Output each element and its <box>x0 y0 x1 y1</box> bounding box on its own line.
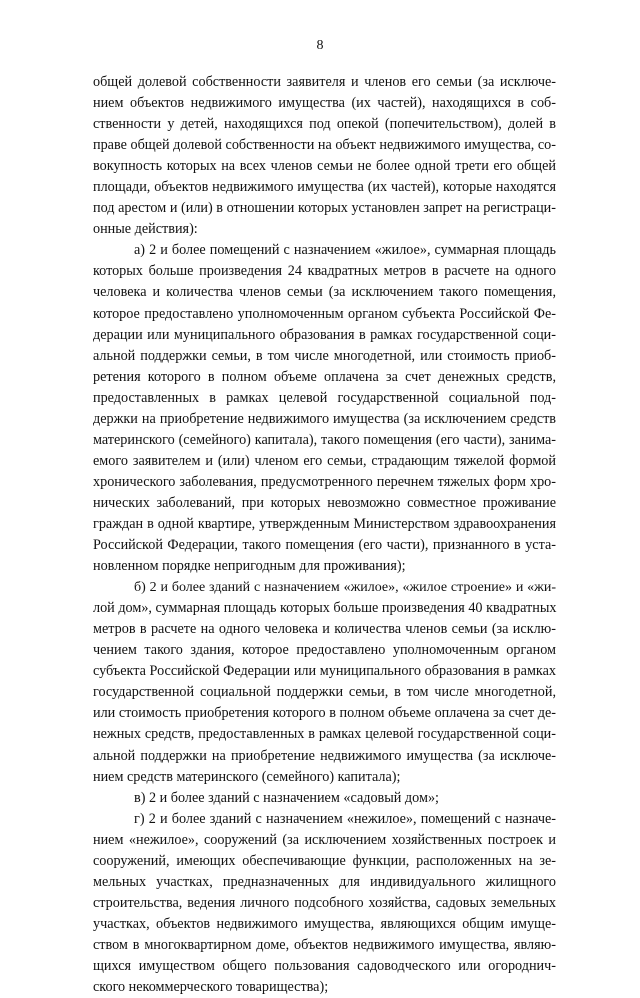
text-line: щихся имуществом общего пользования садоводческого или огороднич- <box>93 957 556 974</box>
text-line: под арестом и (или) в отношении которых установлен запрет на регистраци- <box>93 200 556 217</box>
text-line: чением такого здания, которое предоставлено уполномоченным органом <box>93 642 556 659</box>
text-line: ством в многоквартирном доме, объектов недвижимого имущества, являю- <box>93 936 556 953</box>
text-line: граждан в одной квартире, утвержденным Министерством здравоохранения <box>93 515 556 532</box>
text-line: участках, объектов недвижимого имущества, являющихся общим имуще- <box>93 915 556 932</box>
text-line: ского некоммерческого товарищества); <box>93 979 329 996</box>
text-line: нием «нежилое», сооружений (за исключением хозяйственных построек и <box>93 831 556 848</box>
text-line: б) 2 и более зданий с назначением «жилое», «жилое строение» и «жи- <box>134 580 556 596</box>
text-line: онные действия): <box>93 221 198 238</box>
text-line: новленном порядке непригодным для проживания); <box>93 558 406 575</box>
text-line: ретения которого в полном объеме оплачена за счет денежных средств, <box>93 368 556 385</box>
text-line: праве общей долевой собственности на объект недвижимого имущества, со- <box>93 137 556 154</box>
text-line: а) 2 и более помещений с назначением «жилое», суммарная площадь <box>134 242 556 259</box>
document-body-text <box>93 72 556 998</box>
text-line: ственности у детей, находящихся под опекой (попечительством), долей в <box>93 116 556 133</box>
text-line: мельных участках, предназначенных для индивидуального жилищного <box>93 873 556 890</box>
text-line: лой дом», суммарная площадь которых больше произведения 40 квадратных <box>93 600 557 617</box>
text-line: хронического заболевания, предусмотренного перечнем тяжелых форм хро- <box>93 473 556 490</box>
text-line: держки на приобретение недвижимого имущества (за исключением средств <box>93 410 556 427</box>
text-line: нием объектов недвижимого имущества (их частей), находящихся в соб- <box>93 95 556 112</box>
page-number: 8 <box>316 38 324 53</box>
text-line: или стоимость приобретения которого в полном объеме оплачена за счет де- <box>93 705 556 722</box>
text-line: нических заболеваний, при которых невозможно совместное проживание <box>93 494 556 511</box>
text-line: предоставленных в рамках целевой государственной социальной под- <box>93 389 556 406</box>
text-line: альной поддержки на приобретение недвижимого имущества (за исключе- <box>93 747 556 764</box>
text-line: Российской Федерации, такого помещения (его части), признанного в уста- <box>93 537 556 554</box>
text-line: человека и количества членов семьи (за исключением такого помещения, <box>93 284 556 301</box>
text-line: строительства, ведения личного подсобного хозяйства, садовых земельных <box>93 894 556 911</box>
text-line: общей долевой собственности заявителя и членов его семьи (за исключе- <box>93 74 556 90</box>
text-line: альной поддержки семьи, в том числе многодетной, или стоимость приоб- <box>93 347 556 364</box>
text-line: нежных средств, предоставленных в рамках целевой государственной соци- <box>93 726 556 743</box>
text-line: которых больше произведения 24 квадратных метров в расчете на одного <box>93 263 556 280</box>
text-line: нием средств материнского (семейного) капитала); <box>93 768 401 785</box>
text-line: материнского (семейного) капитала), такого помещения (его части), занима- <box>93 431 556 448</box>
text-line: метров в расчете на одного человека и количества членов семьи (за исклю- <box>93 621 556 638</box>
text-line: субъекта Российской Федерации или муниципального образования в рамках <box>93 663 556 680</box>
text-line: в) 2 и более зданий с назначением «садовый дом»; <box>134 789 439 806</box>
text-line: сооружений, имеющих обеспечивающие функции, расположенных на зе- <box>93 852 556 869</box>
text-line: государственной социальной поддержки семьи, в том числе многодетной, <box>93 684 556 701</box>
text-line: вокупность которых на всех членов семьи не более одной трети его общей <box>93 158 556 175</box>
text-line: площади, объектов недвижимого имущества (их частей), которые находятся <box>93 179 556 196</box>
text-line: дерации или муниципального образования в рамках государственной соци- <box>93 326 556 343</box>
text-line: г) 2 и более зданий с назначением «нежилое», помещений с назначе- <box>134 810 556 827</box>
text-line: которое предоставлено уполномоченным органом субъекта Российской Фе- <box>93 305 556 322</box>
text-line: емого заявителем и (или) членом его семьи, страдающим тяжелой формой <box>93 452 556 469</box>
